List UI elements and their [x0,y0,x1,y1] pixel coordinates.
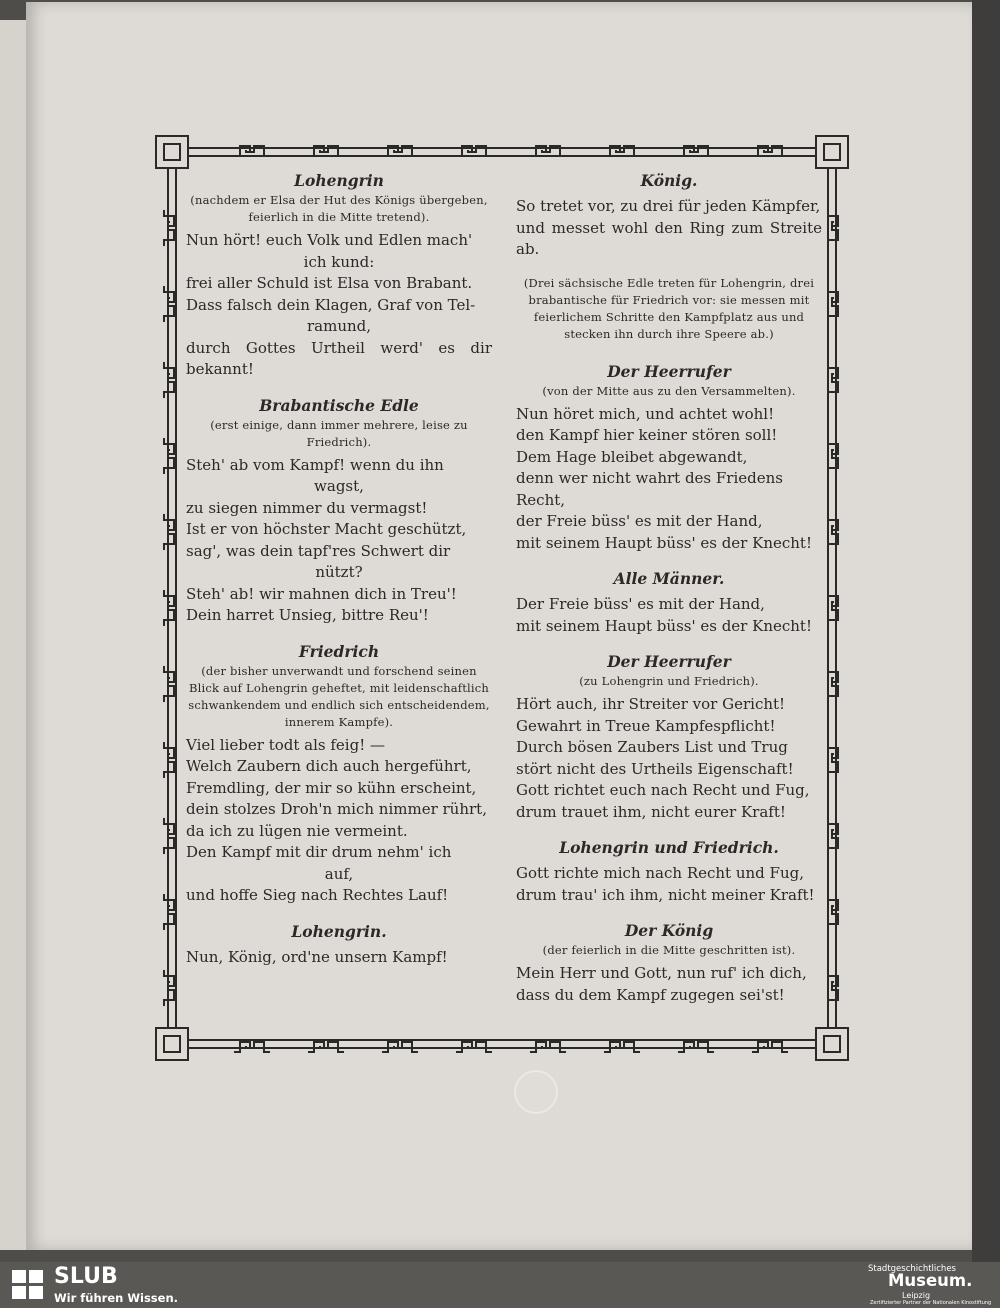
verse-line: durch Gottes Urtheil werd' es dir bekannt! [186,338,492,378]
dialogue-block [516,275,822,343]
verse-line: Recht, [516,490,566,509]
speaker-name: König. [640,171,698,190]
meander-motif [530,1042,566,1052]
stage-direction: (zu Lohengrin und Friedrich). [579,674,759,688]
verse-lines [516,694,822,823]
meander-motif [164,514,174,550]
verse-line: drum trau' ich ihm, nicht meiner Kraft! [516,885,815,904]
verse-line: da ich zu lügen nie vermeint. [186,821,408,840]
speaker-name: Der Heerrufer [607,652,731,671]
verse-line: nützt? [315,563,363,581]
right-column [516,170,822,1006]
book-page [26,2,972,1250]
verse-lines [186,735,492,907]
verse-line: dein stolzes Droh'n mich nimmer rührt, [186,800,487,818]
verse-line: Durch bösen Zaubers List und Trug [516,738,788,756]
speaker-name: Der Heerrufer [607,361,731,381]
museum-label-top: Stadtgeschichtliches [868,1264,956,1274]
verse-line: Den Kampf mit dir drum nehm' ich [186,843,452,861]
block-gap [516,823,822,837]
verse-line: Hört auch, ihr Streiter vor Gericht! [516,695,786,713]
slub-tagline: Wir führen Wissen. [54,1291,179,1305]
verse-line: der Freie büss' es mit der Hand, [516,512,763,530]
verse-line: wagst, [314,477,364,495]
stage-direction: (der feierlich in die Mitte geschritten ist). [542,943,796,957]
verse-line: Gott richte mich nach Recht und Fug, [516,864,804,882]
verse-line: Nun, König, ord'ne unsern Kampf! [186,947,448,966]
speaker-name: Alle Männer. [613,569,725,588]
dialogue-block [186,641,492,907]
verse-line: Ist er von höchster Macht geschützt, [186,520,467,538]
libretto-text [186,170,822,1030]
verse-line: denn wer nicht wahrt des Friedens [516,469,783,487]
dialogue-block [186,921,492,969]
verse-line: dass du dem Kampf zugegen sei'st! [516,985,785,1004]
block-gap [186,627,492,641]
corner-square [816,136,848,168]
stage-direction: (von der Mitte aus zu den Versammelten). [542,383,796,398]
meander-motif [604,1042,640,1052]
verse-line: drum trauet ihm, nicht eurer Kraft! [516,802,786,821]
dialogue-block [516,920,822,1006]
meander-motif [164,362,174,398]
verse-lines [516,963,822,1006]
verse-line: und hoffe Sieg nach Rechtes Lauf! [186,886,449,904]
facing-page-edge [0,20,26,1250]
verse-lines [516,594,822,637]
verse-line: Nun höret mich, und achtet wohl! [516,404,775,423]
verse-line: Steh' ab! wir mahnen dich in Treu'! [186,584,457,603]
meander-motif [164,438,174,474]
dialogue-block [516,361,822,555]
verse-line: ramund, [306,317,372,335]
verse-line: ich kund: [303,252,375,271]
verse-line: Steh' ab vom Kampf! wenn du ihn [186,455,444,474]
meander-motif [308,1042,344,1052]
block-gap [186,381,492,395]
speaker-name: Lohengrin. [291,921,387,941]
verse-lines [186,455,492,627]
speaker-name: Lohengrin und Friedrich. [559,838,779,857]
corner-square [816,1028,848,1060]
stage-direction: (Drei sächsische Edle treten für Lohengrin, drei brabantische für Friedrich vor: sie messen mit feierlichem Schritte den Kampfplatz aus und stecken ihn durch ihre Speere ab.) [523,275,815,341]
verse-line: sag', was dein tapf'res Schwert dir [186,541,451,560]
slub-logo-icon[interactable] [10,1268,46,1300]
meander-motif [164,286,174,322]
block-gap [516,637,822,651]
dialogue-block [516,837,822,906]
verse-line: Dein harret Unsieg, bittre Reu'! [186,606,429,624]
stage-direction: (nachdem er Elsa der Hut des Königs übergeben, feierlich in die Mitte tretend). [190,193,488,224]
verse-line: Gott richtet euch nach Recht und Fug, [516,781,810,799]
block-gap [186,907,492,921]
verse-line: und messet wohl den Ring zum Streite ab. [516,218,822,258]
museum-subline: Zertifizierter Partner der Nationalen Kinostiftung [870,1300,992,1306]
corner-square [156,136,188,168]
viewer-footer [0,1262,1000,1308]
verse-line: Mein Herr und Gott, nun ruf' ich dich, [516,964,807,982]
verse-lines [186,947,492,969]
dialogue-block [186,170,492,381]
meander-motif [164,818,174,854]
meander-motif [164,666,174,702]
scan-right-edge [972,0,1000,1262]
museum-city: Leipzig [902,1291,931,1300]
verse-line: Dem Hage bleibet abgewandt, [516,447,748,466]
meander-motif [382,1042,418,1052]
verse-line: Gewahrt in Treue Kampfespflicht! [516,716,776,735]
block-gap [516,261,822,275]
verse-line: Dass falsch dein Klagen, Graf von Tel- [186,295,476,314]
verse-line: Welch Zaubern dich auch hergeführt, [186,757,472,775]
block-gap [516,347,822,361]
verse-line: mit seinem Haupt büss' es der Knecht! [516,616,812,635]
meander-motif [752,1042,788,1052]
verse-line: auf, [324,864,354,883]
meander-motif [164,590,174,626]
speaker-name: Brabantische Edle [259,395,419,415]
verse-line: Fremdling, der mir so kühn erscheint, [186,778,477,797]
stage-direction: (erst einige, dann immer mehrere, leise zu Friedrich). [210,417,468,449]
dialogue-block [516,568,822,637]
meander-motif [164,742,174,778]
block-gap [516,554,822,568]
verse-line: Viel lieber todt als feig! — [186,735,385,754]
stage-direction: (der bisher unverwandt und forschend seinen Blick auf Lohengrin geheftet, mit leidenschaftlich schwankendem und endlich sich entscheidendem, innerem Kampfe). [188,663,490,729]
verse-line: frei aller Schuld ist Elsa von Brabant. [186,274,473,292]
dialogue-block [516,651,822,823]
meander-motif [164,210,174,246]
verse-lines [516,404,822,555]
meander-motif [234,1042,270,1052]
corner-square [156,1028,188,1060]
slub-brand[interactable]: SLUB [54,1264,118,1289]
verse-line: Nun hört! euch Volk und Edlen mach' [186,231,473,249]
meander-motif [678,1042,714,1052]
meander-motif [456,1042,492,1052]
embossed-stamp [514,1070,558,1114]
meander-motif [164,970,174,1006]
ornamental-border [152,132,852,1064]
block-gap [516,906,822,920]
verse-lines [516,196,822,261]
verse-line: stört nicht des Urtheils Eigenschaft! [516,759,794,778]
verse-lines [186,230,492,381]
verse-line: Der Freie büss' es mit der Hand, [516,595,765,613]
museum-name[interactable]: Museum. [888,1271,973,1290]
left-column [186,170,492,968]
verse-line: den Kampf hier keiner stören soll! [516,426,778,444]
speaker-name: Lohengrin [294,171,384,190]
dialogue-block [516,170,822,261]
speaker-name: Friedrich [298,641,380,661]
speaker-name: Der König [624,921,714,940]
dialogue-block [186,395,492,627]
verse-line: zu siegen nimmer du vermagst! [186,498,428,517]
verse-lines [516,863,822,906]
meander-motif [164,894,174,930]
verse-line: So tretet vor, zu drei für jeden Kämpfer, [516,197,821,215]
verse-line: mit seinem Haupt büss' es der Knecht! [516,533,812,552]
